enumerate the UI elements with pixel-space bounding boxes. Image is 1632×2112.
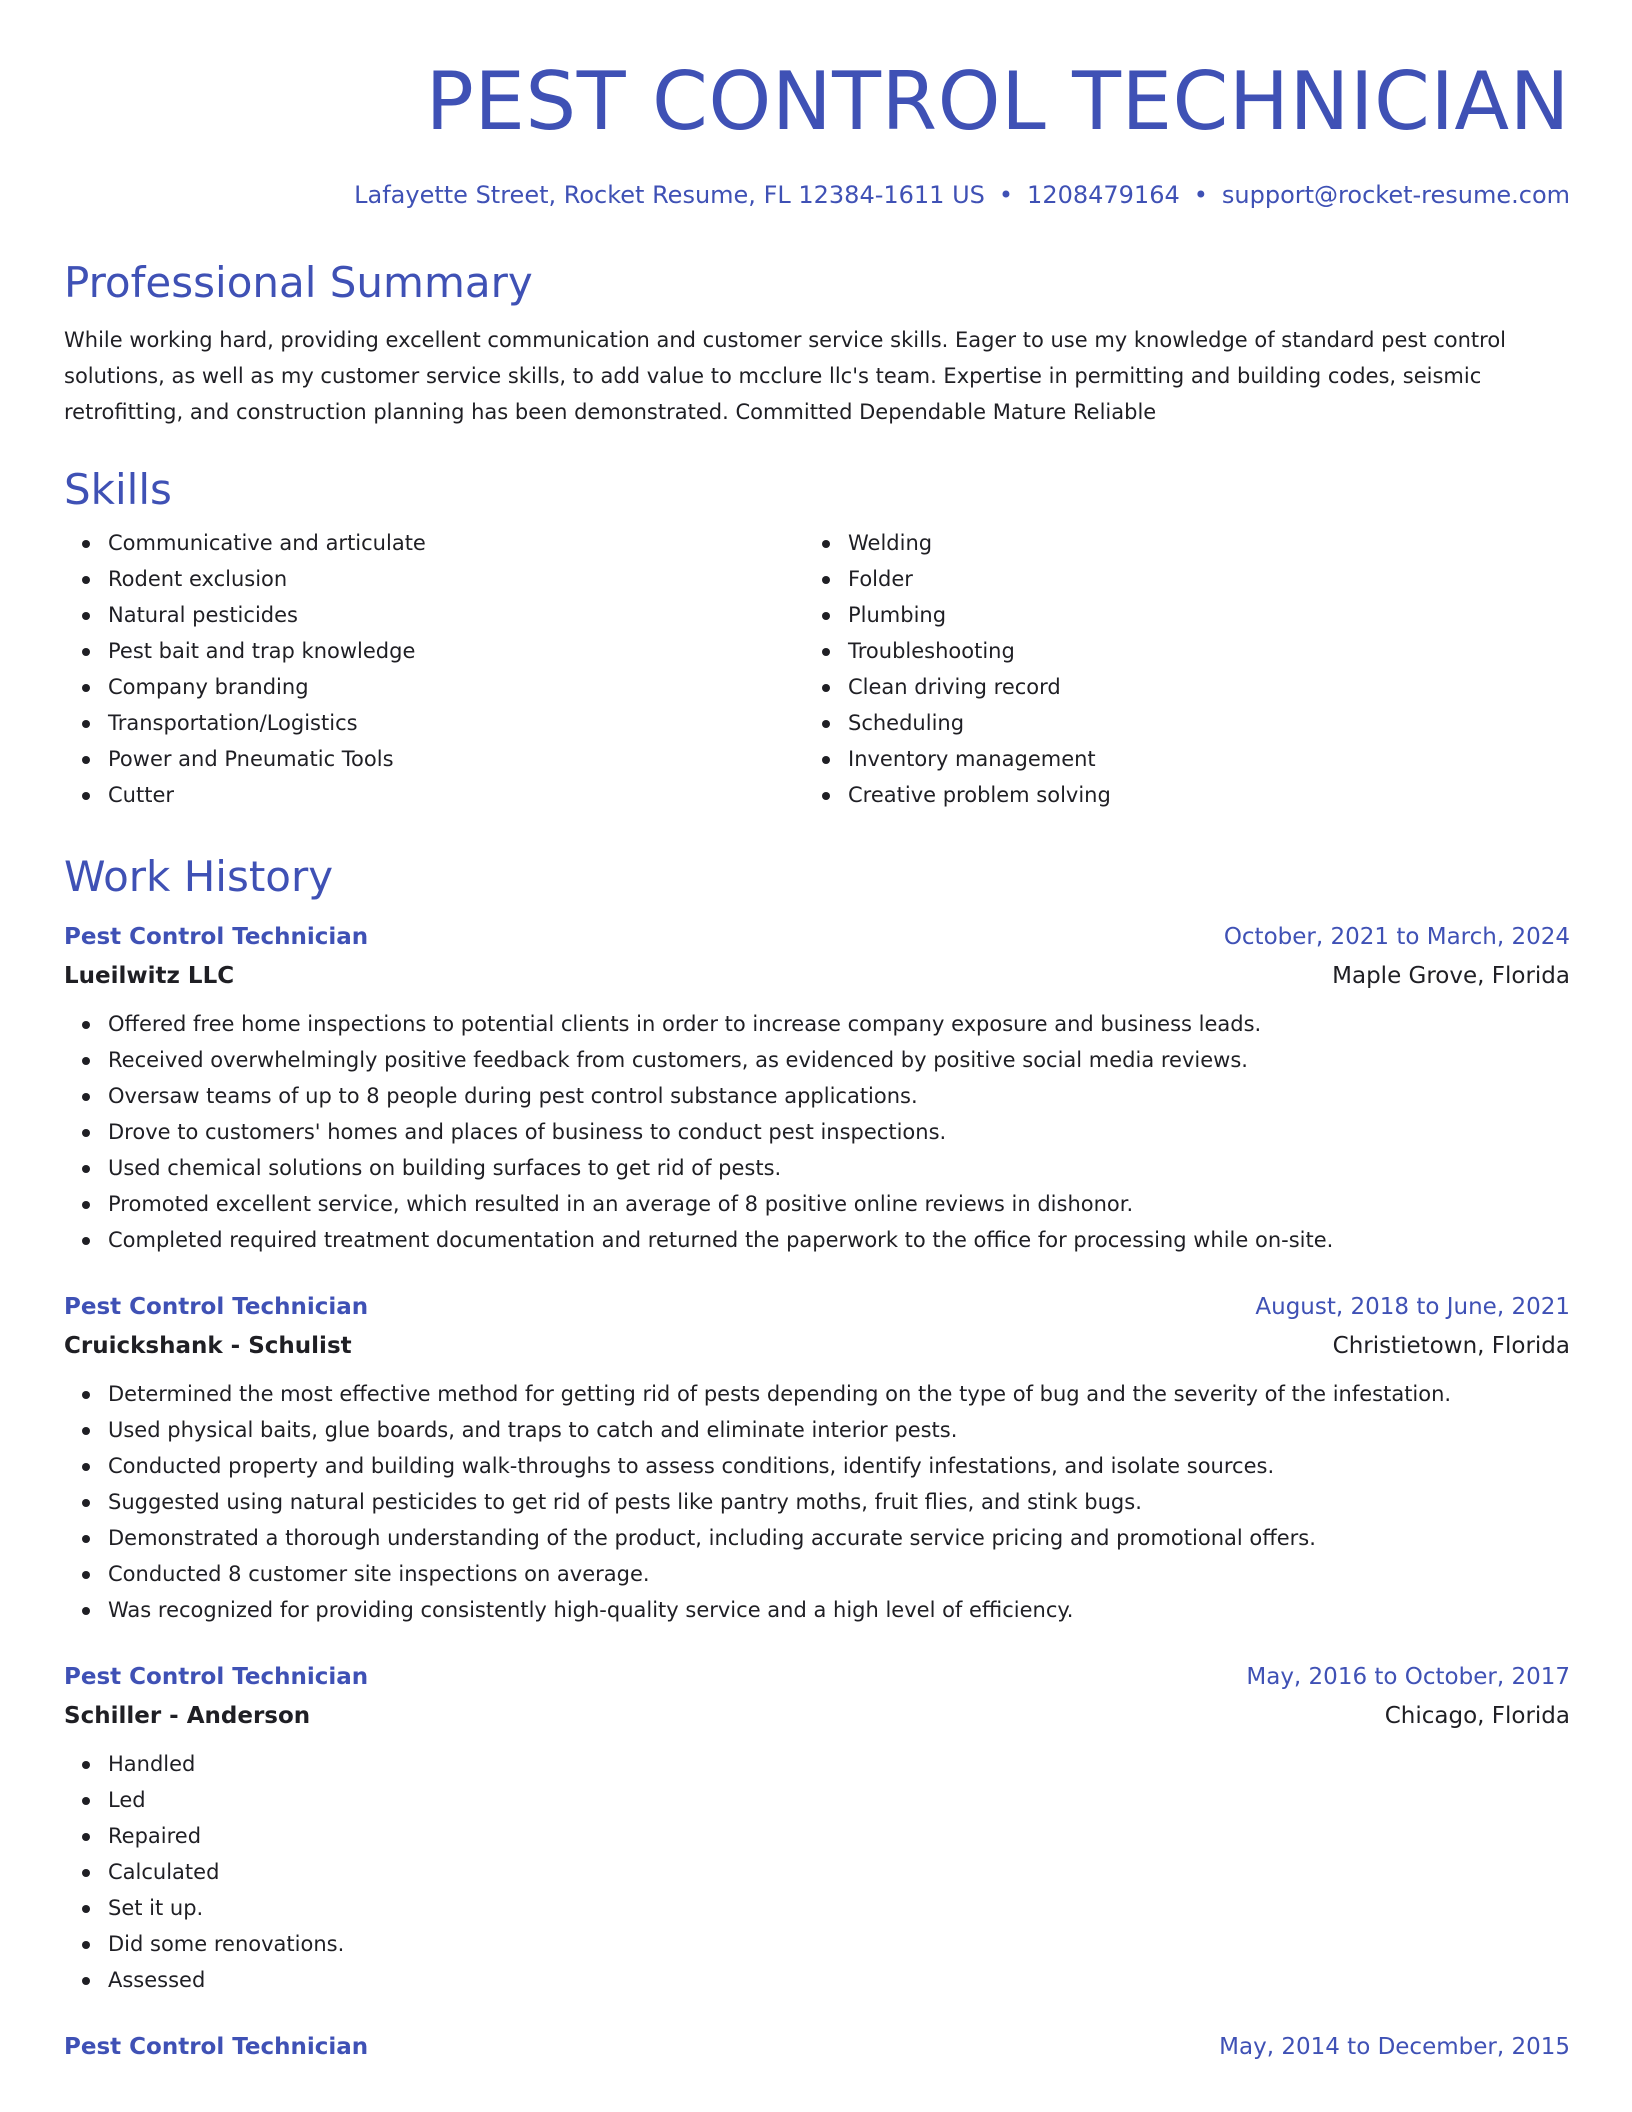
job-bullet: Set it up. bbox=[108, 1890, 1570, 1926]
contact-address: Lafayette Street, Rocket Resume, FL 12384-1611 US bbox=[354, 181, 985, 209]
skill-item: Cutter bbox=[108, 777, 804, 813]
job-title: Pest Control Technician bbox=[64, 1294, 369, 1320]
job-bullet: Repaired bbox=[108, 1818, 1570, 1854]
job-company: Cruickshank - Schulist bbox=[64, 1333, 352, 1359]
work-section bbox=[64, 852, 1570, 2066]
job-bullet: Received overwhelmingly positive feedback from customers, as evidenced by positive social media reviews. bbox=[108, 1042, 1570, 1078]
job-header bbox=[64, 1658, 1570, 1696]
job-location: Chicago, Florida bbox=[1384, 1703, 1570, 1729]
skill-item: Natural pesticides bbox=[108, 597, 804, 633]
skill-item: Power and Pneumatic Tools bbox=[108, 741, 804, 777]
contact-line bbox=[354, 180, 1570, 210]
skill-item: Creative problem solving bbox=[848, 777, 1544, 813]
job-location: Christietown, Florida bbox=[1332, 1333, 1570, 1359]
job-title: Pest Control Technician bbox=[64, 924, 369, 950]
skill-item: Inventory management bbox=[848, 741, 1544, 777]
job-bullet: Promoted excellent service, which resulted in an average of 8 positive online reviews in dishonor. bbox=[108, 1186, 1570, 1222]
skill-item: Troubleshooting bbox=[848, 633, 1544, 669]
job-company: Schiller - Anderson bbox=[64, 1703, 311, 1729]
skill-item: Folder bbox=[848, 561, 1544, 597]
job-bullet: Handled bbox=[108, 1746, 1570, 1782]
job-bullet: Was recognized for providing consistently high-quality service and a high level of efficiency. bbox=[108, 1592, 1570, 1628]
job-dates: May, 2014 to December, 2015 bbox=[1219, 2034, 1570, 2060]
contact-email: support@rocket-resume.com bbox=[1221, 181, 1570, 209]
work-heading: Work History bbox=[64, 852, 334, 901]
job-header bbox=[64, 1288, 1570, 1326]
job-bullet: Conducted property and building walk-throughs to assess conditions, identify infestations, and isolate sources. bbox=[108, 1448, 1570, 1484]
job-bullet: Completed required treatment documentation and returned the paperwork to the office for processing while on-site. bbox=[108, 1222, 1570, 1258]
skills-list-right bbox=[804, 525, 1544, 813]
skill-item: Transportation/Logistics bbox=[108, 705, 804, 741]
skills-column-left bbox=[64, 525, 804, 813]
job-entry bbox=[64, 918, 1570, 1258]
job-bullet: Used physical baits, glue boards, and traps to catch and eliminate interior pests. bbox=[108, 1412, 1570, 1448]
job-header bbox=[64, 918, 1570, 956]
job-bullet: Used chemical solutions on building surfaces to get rid of pests. bbox=[108, 1150, 1570, 1186]
job-bullet: Suggested using natural pesticides to get rid of pests like pantry moths, fruit flies, and stink bugs. bbox=[108, 1484, 1570, 1520]
skills-heading: Skills bbox=[64, 465, 172, 514]
job-entry bbox=[64, 2028, 1570, 2066]
job-bullet: Drove to customers' homes and places of business to conduct pest inspections. bbox=[108, 1114, 1570, 1150]
skills-list-left bbox=[64, 525, 804, 813]
skill-item: Welding bbox=[848, 525, 1544, 561]
job-bullet: Calculated bbox=[108, 1854, 1570, 1890]
contact-separator: • bbox=[998, 181, 1014, 209]
resume-title: PEST CONTROL TECHNICIAN bbox=[425, 55, 1570, 148]
job-company: Lueilwitz LLC bbox=[64, 963, 235, 989]
job-subheader bbox=[64, 1696, 1570, 1736]
contact-phone: 1208479164 bbox=[1027, 181, 1180, 209]
job-bullets bbox=[64, 1006, 1570, 1258]
summary-text: While working hard, providing excellent communication and customer service skills. Eager to use my knowledge of standard pest control solutions, as well as my customer service skills, to add value to mcclure llc's team. Expertise in permitting and building codes, seismic retrofitting, and construction planning has been demonstrated. Committed Dependable Mature Reliable bbox=[64, 328, 1507, 424]
skill-item: Pest bait and trap knowledge bbox=[108, 633, 804, 669]
job-bullet: Determined the most effective method for getting rid of pests depending on the type of bug and the severity of the infestation. bbox=[108, 1376, 1570, 1412]
job-bullets bbox=[64, 1376, 1570, 1628]
job-title: Pest Control Technician bbox=[64, 1664, 369, 1690]
job-bullet: Offered free home inspections to potential clients in order to increase company exposure and business leads. bbox=[108, 1006, 1570, 1042]
skill-item: Plumbing bbox=[848, 597, 1544, 633]
job-bullet: Assessed bbox=[108, 1962, 1570, 1998]
skill-item: Company branding bbox=[108, 669, 804, 705]
skill-item: Rodent exclusion bbox=[108, 561, 804, 597]
skill-item: Clean driving record bbox=[848, 669, 1544, 705]
skills-columns bbox=[64, 525, 1570, 813]
job-entry bbox=[64, 1658, 1570, 1998]
summary-section bbox=[64, 258, 1570, 430]
job-dates: May, 2016 to October, 2017 bbox=[1246, 1664, 1570, 1690]
skills-column-right bbox=[804, 525, 1544, 813]
skills-section bbox=[64, 465, 1570, 813]
job-dates: August, 2018 to June, 2021 bbox=[1255, 1294, 1570, 1320]
job-bullets bbox=[64, 1746, 1570, 1998]
job-dates: October, 2021 to March, 2024 bbox=[1223, 924, 1570, 950]
job-subheader bbox=[64, 956, 1570, 996]
skill-item: Communicative and articulate bbox=[108, 525, 804, 561]
job-subheader bbox=[64, 1326, 1570, 1366]
job-bullet: Led bbox=[108, 1782, 1570, 1818]
contact-separator: • bbox=[1193, 181, 1208, 209]
job-bullet: Conducted 8 customer site inspections on average. bbox=[108, 1556, 1570, 1592]
skill-item: Scheduling bbox=[848, 705, 1544, 741]
job-header bbox=[64, 2028, 1570, 2066]
job-title: Pest Control Technician bbox=[64, 2034, 369, 2060]
summary-heading: Professional Summary bbox=[64, 258, 533, 307]
job-bullet: Did some renovations. bbox=[108, 1926, 1570, 1962]
job-bullet: Oversaw teams of up to 8 people during pest control substance applications. bbox=[108, 1078, 1570, 1114]
job-location: Maple Grove, Florida bbox=[1332, 963, 1570, 989]
job-entry bbox=[64, 1288, 1570, 1628]
job-bullet: Demonstrated a thorough understanding of the product, including accurate service pricing and promotional offers. bbox=[108, 1520, 1570, 1556]
